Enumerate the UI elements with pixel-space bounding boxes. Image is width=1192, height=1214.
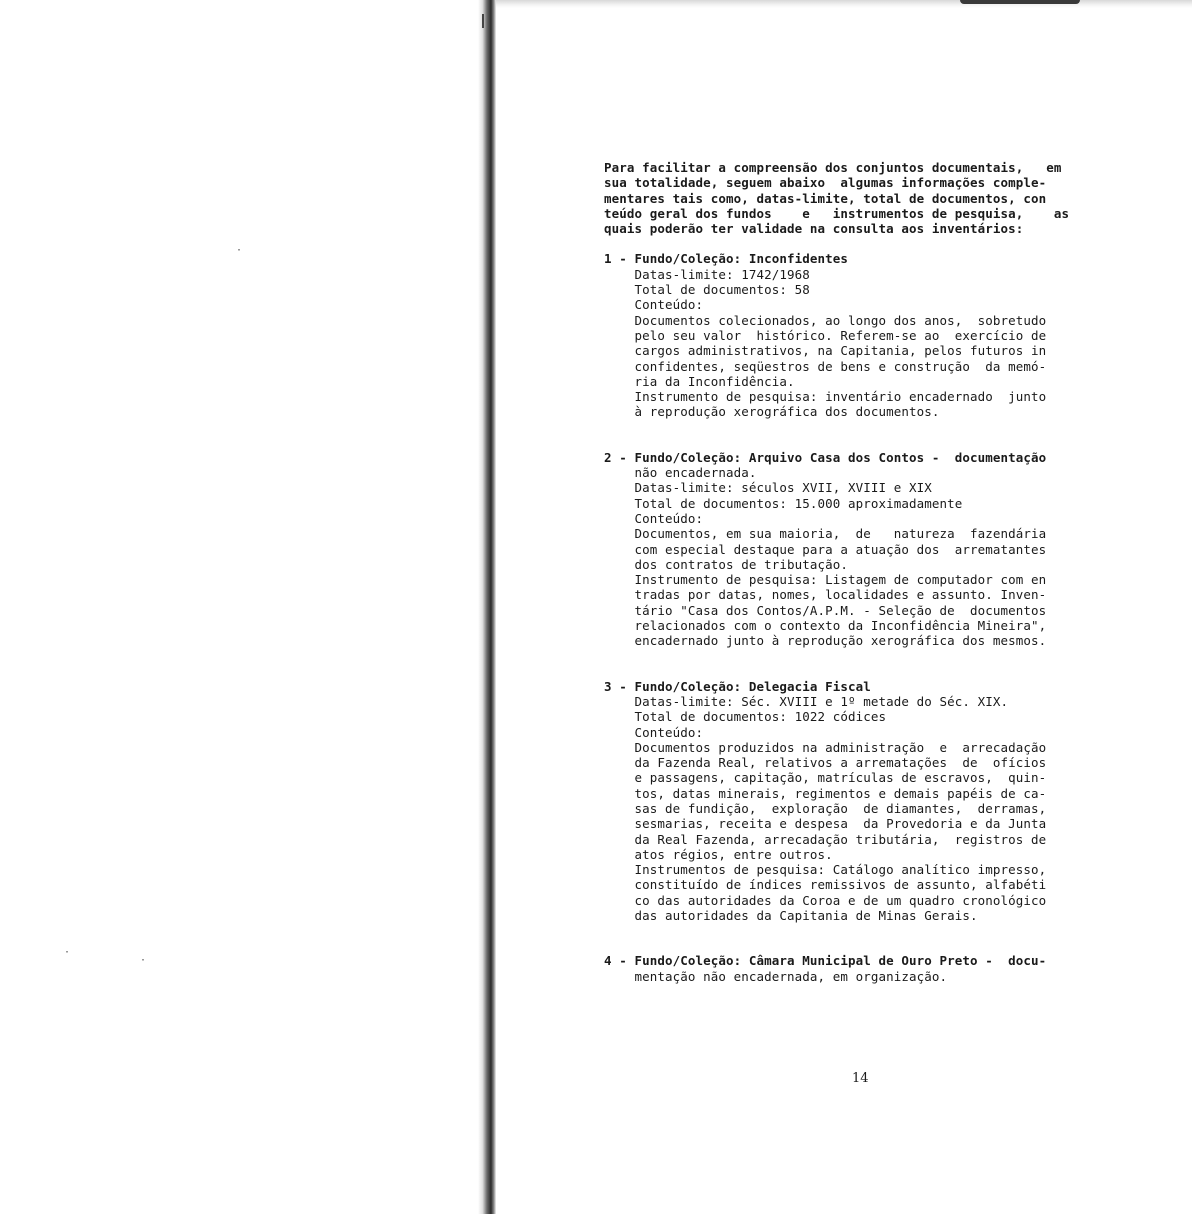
fund-item-line: encadernado junto à reprodução xerográfica dos mesmos. bbox=[604, 633, 1047, 649]
fund-item-line: ria da Inconfidência. bbox=[604, 373, 795, 389]
fund-item-line: não encadernada. bbox=[604, 465, 757, 481]
fund-item-line: Conteúdo: bbox=[604, 297, 704, 313]
fund-item-line: cargos administrativos, na Capitania, pelos futuros in bbox=[604, 343, 1047, 359]
fund-item-line: Instrumento de pesquisa: Listagem de computador com en bbox=[604, 572, 1047, 588]
fund-item-line: com especial destaque para a atuação dos arrematantes bbox=[604, 541, 1047, 557]
fund-item-line: sas de fundição, exploração de diamantes, derramas, bbox=[604, 800, 1047, 816]
fund-item-line: sesmarias, receita e despesa da Provedoria e da Junta bbox=[604, 816, 1047, 832]
page-number: 14 bbox=[852, 1071, 869, 1086]
ink-speck: · bbox=[236, 245, 243, 256]
fund-item-line: à reprodução xerográfica dos documentos. bbox=[604, 404, 940, 420]
fund-item-line: tradas por datas, nomes, localidades e assunto. Inven- bbox=[604, 587, 1047, 603]
fund-item-line: mentação não encadernada, em organização. bbox=[604, 968, 948, 984]
fund-item-line: Documentos colecionados, ao longo dos anos, sobretudo bbox=[604, 312, 1047, 328]
fund-item-heading: 3 - Fundo/Coleção: Delegacia Fiscal bbox=[604, 678, 871, 694]
fund-item-line: Documentos, em sua maioria, de natureza fazendária bbox=[604, 526, 1047, 542]
fund-item-line: das autoridades da Capitania de Minas Gerais. bbox=[604, 908, 978, 924]
fund-item-line: Instrumento de pesquisa: inventário encadernado junto bbox=[604, 389, 1047, 405]
section-gap bbox=[604, 923, 1112, 953]
intro-line: teúdo geral dos fundos e instrumentos de pesquisa, as bbox=[604, 205, 1070, 221]
fund-item-4 bbox=[604, 953, 1112, 984]
fund-item-line: confidentes, seqüestros de bens e construção da memó- bbox=[604, 358, 1047, 374]
fund-item-line: Total de documentos: 15.000 aproximadamente bbox=[604, 495, 963, 511]
fund-item-line: Conteúdo: bbox=[604, 510, 704, 526]
fund-item-line: e passagens, capitação, matrículas de escravos, quin- bbox=[604, 770, 1047, 786]
fund-item-heading: 2 - Fundo/Coleção: Arquivo Casa dos Contos - documentação bbox=[604, 449, 1047, 465]
intro-paragraph bbox=[604, 160, 1112, 236]
spine-mark bbox=[482, 14, 484, 28]
fund-item-line: Conteúdo: bbox=[604, 724, 704, 740]
intro-line: mentares tais como, datas-limite, total de documentos, con bbox=[604, 190, 1047, 206]
fund-item-3 bbox=[604, 679, 1112, 924]
fund-item-line: Datas-limite: séculos XVII, XVIII e XIX bbox=[604, 480, 932, 496]
document-body bbox=[604, 160, 1112, 984]
fund-item-line: constituído de índices remissivos de assunto, alfabéti bbox=[604, 877, 1047, 893]
fund-item-line: da Real Fazenda, arrecadação tributária, registros de bbox=[604, 831, 1047, 847]
fund-item-line: dos contratos de tributação. bbox=[604, 556, 849, 572]
ink-speck: · bbox=[64, 947, 71, 958]
fund-item-2 bbox=[604, 450, 1112, 649]
fund-item-line: Total de documentos: 1022 códices bbox=[604, 709, 887, 725]
fund-item-1 bbox=[604, 251, 1112, 419]
fund-item-line: Datas-limite: 1742/1968 bbox=[604, 266, 810, 282]
fund-item-line: Documentos produzidos na administração e arrecadação bbox=[604, 739, 1047, 755]
fund-item-heading: 4 - Fundo/Coleção: Câmara Municipal de Ouro Preto - docu- bbox=[604, 953, 1047, 969]
fund-item-line: pelo seu valor histórico. Referem-se ao exercício de bbox=[604, 327, 1047, 343]
left-page-blank bbox=[0, 0, 478, 1214]
fund-item-line: relacionados com o contexto da Inconfidência Mineira", bbox=[604, 618, 1047, 634]
intro-line: sua totalidade, seguem abaixo algumas informações comple- bbox=[604, 175, 1047, 191]
fund-item-line: Total de documentos: 58 bbox=[604, 282, 810, 298]
fund-item-line: Instrumentos de pesquisa: Catálogo analítico impresso, bbox=[604, 862, 1047, 878]
section-gap bbox=[604, 649, 1112, 679]
fund-item-heading: 1 - Fundo/Coleção: Inconfidentes bbox=[604, 251, 849, 267]
fund-item-line: atos régios, entre outros. bbox=[604, 846, 833, 862]
fund-item-line: tário "Casa dos Contos/A.P.M. - Seleção de documentos bbox=[604, 602, 1047, 618]
right-page bbox=[496, 0, 1192, 1214]
book-spine bbox=[478, 0, 496, 1214]
fund-item-line: co das autoridades da Coroa e de um quadro cronológico bbox=[604, 892, 1047, 908]
fund-item-line: Datas-limite: Séc. XVIII e 1º metade do Séc. XIX. bbox=[604, 693, 1009, 709]
fund-item-line: da Fazenda Real, relativos a arrematações de ofícios bbox=[604, 755, 1047, 771]
intro-line: Para facilitar a compreensão dos conjuntos documentais, em bbox=[604, 160, 1062, 175]
fund-item-line: tos, datas minerais, regimentos e demais papéis de ca- bbox=[604, 785, 1047, 801]
ink-speck: · bbox=[140, 955, 147, 966]
section-gap bbox=[604, 420, 1112, 450]
intro-line: quais poderão ter validade na consulta aos inventários: bbox=[604, 221, 1024, 237]
